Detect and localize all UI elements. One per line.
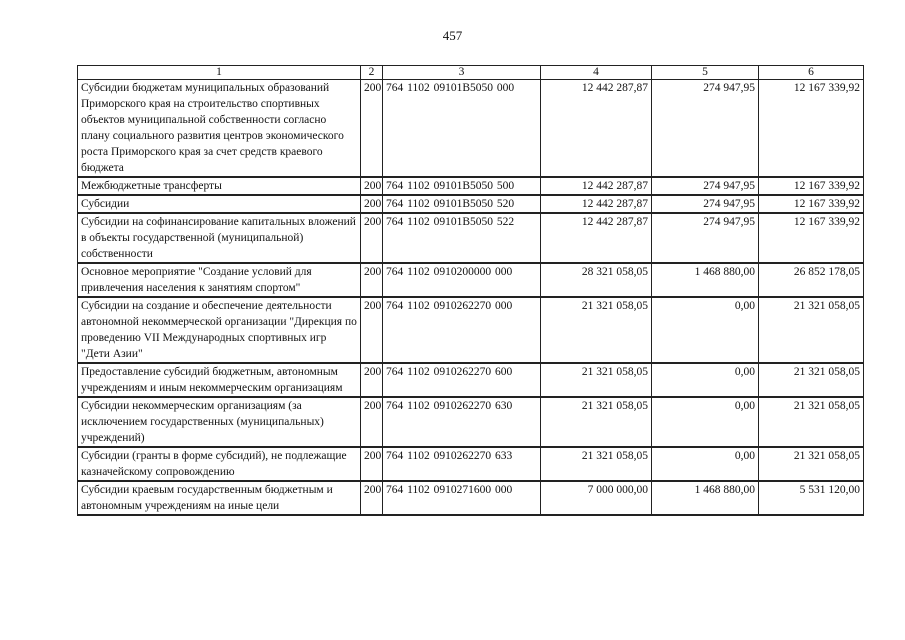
row-classifier: 764 1102 09101B5050 500 (383, 177, 541, 195)
row-col4: 12 442 287,87 (541, 177, 652, 195)
header-cell-2: 2 (361, 66, 383, 80)
row-col5: 0,00 (652, 447, 759, 481)
row-col5: 0,00 (652, 397, 759, 447)
row-col4: 21 321 058,05 (541, 447, 652, 481)
row-code: 200 (361, 481, 383, 515)
row-classifier: 764 1102 09101B5050 522 (383, 213, 541, 263)
row-name: Субсидии (78, 195, 361, 213)
row-classifier: 764 1102 09101B5050 000 (383, 80, 541, 178)
row-col6: 26 852 178,05 (759, 263, 864, 297)
row-col5: 1 468 880,00 (652, 481, 759, 515)
column-number-header (78, 66, 864, 80)
row-classifier: 764 1102 0910271600 000 (383, 481, 541, 515)
row-classifier: 764 1102 0910200000 000 (383, 263, 541, 297)
header-cell-1: 1 (78, 66, 361, 80)
row-col5: 0,00 (652, 297, 759, 363)
row-code: 200 (361, 297, 383, 363)
row-classifier: 764 1102 0910262270 600 (383, 363, 541, 397)
row-code: 200 (361, 177, 383, 195)
row-col5: 274 947,95 (652, 177, 759, 195)
row-name: Межбюджетные трансферты (78, 177, 361, 195)
table-row (78, 80, 864, 178)
table-row (78, 447, 864, 481)
row-col6: 21 321 058,05 (759, 447, 864, 481)
row-col5: 0,00 (652, 363, 759, 397)
row-col4: 28 321 058,05 (541, 263, 652, 297)
row-classifier: 764 1102 0910262270 633 (383, 447, 541, 481)
page-number: 457 (442, 28, 463, 43)
table-row (78, 397, 864, 447)
table-row (78, 481, 864, 515)
table-row (78, 213, 864, 263)
row-col6: 12 167 339,92 (759, 195, 864, 213)
row-col6: 21 321 058,05 (759, 397, 864, 447)
header-cell-6: 6 (759, 66, 864, 80)
row-name: Субсидии на создание и обеспечение деятельности автономной некоммерческой организации "Дирекция по проведению VII Международных спортивных игр "Дети Азии" (78, 297, 361, 363)
row-name: Основное мероприятие "Создание условий для привлечения населения к занятиям спортом" (78, 263, 361, 297)
row-col4: 21 321 058,05 (541, 297, 652, 363)
row-code: 200 (361, 213, 383, 263)
row-name: Предоставление субсидий бюджетным, автономным учреждениям и иным некоммерческим организациям (78, 363, 361, 397)
row-col4: 12 442 287,87 (541, 213, 652, 263)
row-col5: 274 947,95 (652, 80, 759, 178)
row-name: Субсидии на софинансирование капитальных вложений в объекты государственной (муниципальной) собственности (78, 213, 361, 263)
header-cell-3: 3 (383, 66, 541, 80)
table-row (78, 297, 864, 363)
row-col5: 274 947,95 (652, 195, 759, 213)
header-cell-5: 5 (652, 66, 759, 80)
row-col6: 12 167 339,92 (759, 213, 864, 263)
row-code: 200 (361, 195, 383, 213)
row-col6: 5 531 120,00 (759, 481, 864, 515)
row-classifier: 764 1102 09101B5050 520 (383, 195, 541, 213)
row-name: Субсидии краевым государственным бюджетным и автономным учреждениям на иные цели (78, 481, 361, 515)
row-col6: 12 167 339,92 (759, 177, 864, 195)
row-classifier: 764 1102 0910262270 000 (383, 297, 541, 363)
row-col5: 1 468 880,00 (652, 263, 759, 297)
table-row (78, 195, 864, 213)
row-col4: 21 321 058,05 (541, 397, 652, 447)
row-code: 200 (361, 263, 383, 297)
row-name: Субсидии (гранты в форме субсидий), не подлежащие казначейскому сопровождению (78, 447, 361, 481)
table-row (78, 177, 864, 195)
header-cell-4: 4 (541, 66, 652, 80)
row-code: 200 (361, 80, 383, 178)
budget-table (77, 65, 864, 516)
row-col6: 21 321 058,05 (759, 363, 864, 397)
row-code: 200 (361, 397, 383, 447)
row-name: Субсидии некоммерческим организациям (за исключением государственных (муниципальных) учреждений) (78, 397, 361, 447)
row-col4: 21 321 058,05 (541, 363, 652, 397)
table-row (78, 263, 864, 297)
row-col6: 21 321 058,05 (759, 297, 864, 363)
row-col4: 12 442 287,87 (541, 195, 652, 213)
row-classifier: 764 1102 0910262270 630 (383, 397, 541, 447)
row-col5: 274 947,95 (652, 213, 759, 263)
row-name: Субсидии бюджетам муниципальных образований Приморского края на строительство спортивных объектов муниципальной собственности согласно плану социального развития центров экономического роста Приморского края за счет средств краевого бюджета (78, 80, 361, 178)
row-code: 200 (361, 447, 383, 481)
row-col4: 12 442 287,87 (541, 80, 652, 178)
row-col6: 12 167 339,92 (759, 80, 864, 178)
row-col4: 7 000 000,00 (541, 481, 652, 515)
row-code: 200 (361, 363, 383, 397)
table-row (78, 363, 864, 397)
